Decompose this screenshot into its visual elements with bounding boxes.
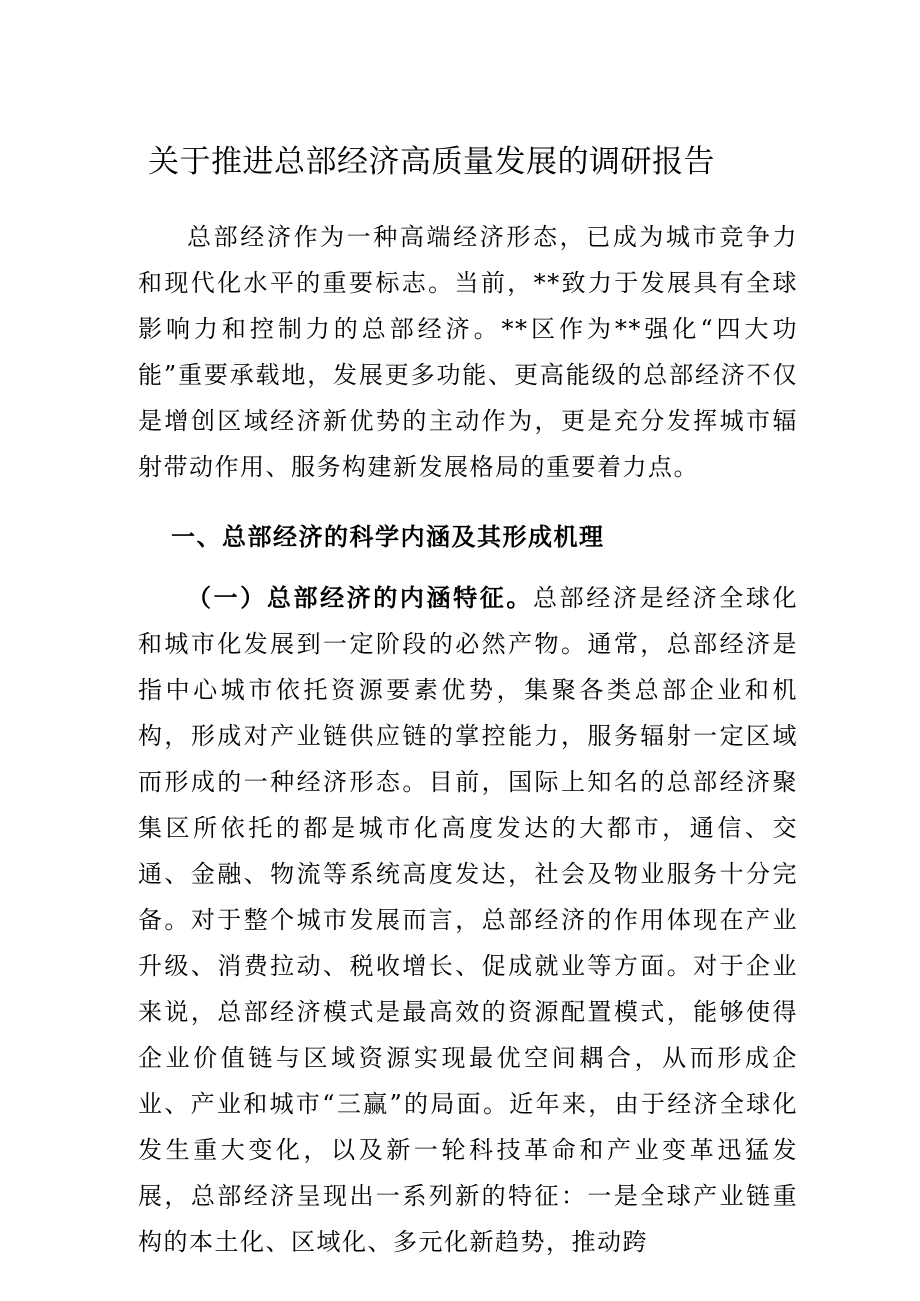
section-heading: 一、总部经济的科学内涵及其形成机理 xyxy=(171,523,605,551)
subsection-lead-in: （一）总部经济的内涵特征。 xyxy=(187,584,533,612)
intro-paragraph: 总部经济作为一种高端经济形态，已成为城市竞争力和现代化水平的重要标志。当前，**致力于发展具有全球影响力和控制力的总部经济。**区作为**强化“四大功能”重要承载地，发展更多功能、更高能级的总部经济不仅是增创区域经济新优势的主动作为，更是充分发挥城市辐射带动作用、服务构建新发展格局的重要着力点。 xyxy=(138,223,798,481)
subsection-paragraph xyxy=(138,575,798,1265)
document-title: 关于推进总部经济高质量发展的调研报告 xyxy=(148,144,715,180)
subsection-body: 总部经济是经济全球化和城市化发展到一定阶段的必然产物。通常，总部经济是指中心城市依托资源要素优势，集聚各类总部企业和机构，形成对产业链供应链的掌控能力，服务辐射一定区域而形成的一种经济形态。目前，国际上知名的总部经济聚集区所依托的都是城市化高度发达的大都市，通信、交通、金融、物流等系统高度发达，社会及物业服务十分完备。对于整个城市发展而言，总部经济的作用体现在产业升级、消费拉动、税收增长、促成就业等方面。对于企业来说，总部经济模式是最高效的资源配置模式，能够使得企业价值链与区域资源实现最优空间耦合，从而形成企业、产业和城市“三赢”的局面。近年来，由于经济全球化发生重大变化，以及新一轮科技革命和产业变革迅猛发展，总部经济呈现出一系列新的特征：一是全球产业链重构的本土化、区域化、多元化新趋势，推动跨 xyxy=(138,584,799,1256)
